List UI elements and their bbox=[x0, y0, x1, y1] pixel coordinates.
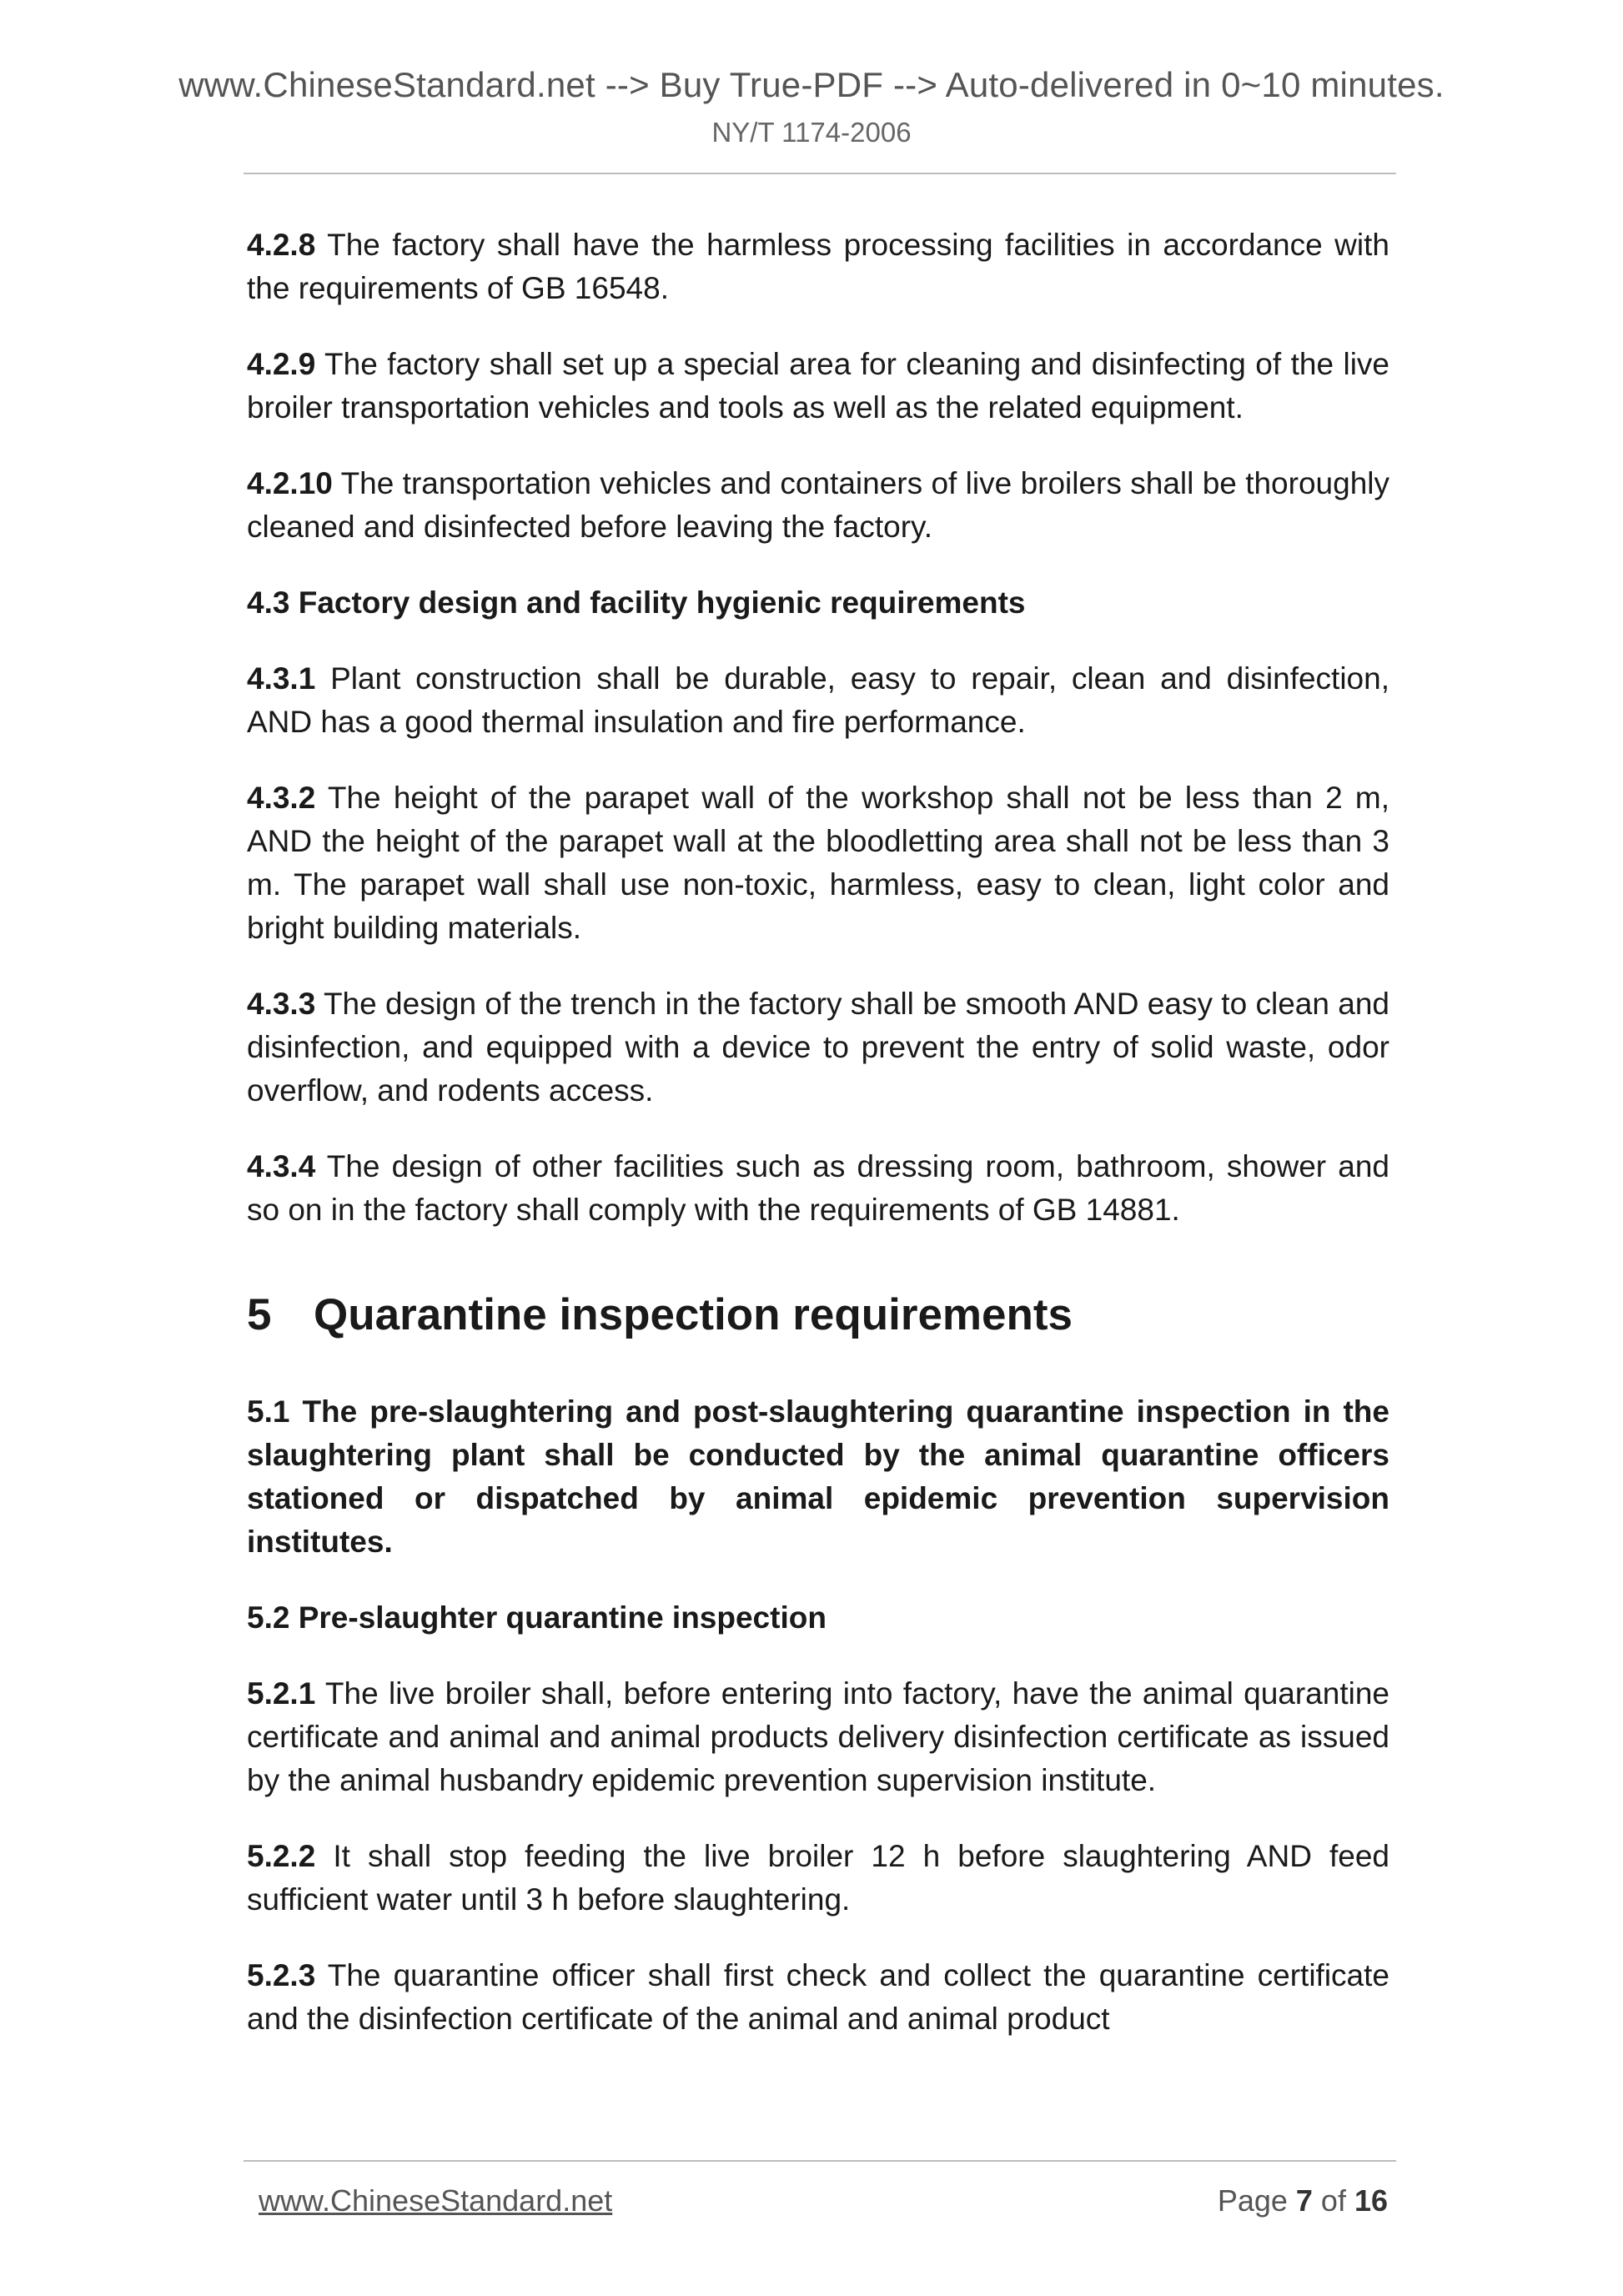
header-banner: www.ChineseStandard.net --> Buy True-PDF --> Auto-delivered in 0~10 minutes. bbox=[178, 65, 1445, 104]
clause-4-3-1 bbox=[247, 657, 1389, 744]
clause-text: The factory shall set up a special area for cleaning and disinfecting of the live broiler transportation vehicles and tools as well as the related equipment. bbox=[247, 347, 1389, 425]
clause-text: The transportation vehicles and containers of live broilers shall be thoroughly cleaned and disinfected before leaving the factory. bbox=[247, 466, 1389, 544]
section-title: Quarantine inspection requirements bbox=[314, 1290, 1073, 1339]
clause-number: 4.3.1 bbox=[247, 661, 316, 696]
clause-number: 4.2.9 bbox=[247, 347, 316, 381]
subsection-heading-4-3: 4.3 Factory design and facility hygienic requirements bbox=[247, 585, 1026, 620]
clause-5-2-3 bbox=[247, 1954, 1389, 2041]
section-number: 5 bbox=[247, 1290, 272, 1339]
clause-number: 4.2.8 bbox=[247, 228, 316, 262]
clause-5-1: 5.1 The pre-slaughtering and post-slaughtering quarantine inspection in the slaughtering plant shall be conducted by the animal quarantine officers stationed or dispatched by animal epidemic prevention supervision institutes. bbox=[247, 1394, 1389, 1559]
clause-text: The quarantine officer shall first check and collect the quarantine certificate and the disinfection certificate of the animal and animal product bbox=[247, 1958, 1389, 2036]
page-total: 16 bbox=[1354, 2183, 1388, 2218]
clause-4-3-2 bbox=[247, 776, 1389, 950]
clause-number: 4.2.10 bbox=[247, 466, 333, 500]
page-current: 7 bbox=[1295, 2183, 1313, 2218]
footer-divider bbox=[244, 2160, 1396, 2162]
clause-5-2-1 bbox=[247, 1672, 1389, 1802]
clause-number: 4.3.3 bbox=[247, 987, 316, 1021]
clause-4-3-3 bbox=[247, 982, 1389, 1113]
clause-number: 5.2.3 bbox=[247, 1958, 316, 1992]
clause-text: The factory shall have the harmless processing facilities in accordance with the requirements of GB 16548. bbox=[247, 228, 1389, 305]
clause-text: The design of other facilities such as dressing room, bathroom, shower and so on in the factory shall comply with the requirements of GB 14881. bbox=[247, 1149, 1389, 1227]
clause-5-2-2 bbox=[247, 1835, 1389, 1922]
page-of: of bbox=[1312, 2183, 1354, 2218]
clause-number: 4.3.4 bbox=[247, 1149, 316, 1183]
clause-number: 4.3.2 bbox=[247, 781, 316, 815]
clause-text: Plant construction shall be durable, easy to repair, clean and disinfection, AND has a good thermal insulation and fire performance. bbox=[247, 661, 1389, 739]
header-divider bbox=[244, 173, 1396, 174]
clause-4-2-10 bbox=[247, 462, 1389, 549]
section-heading-5 bbox=[247, 1289, 1389, 1342]
clause-4-3-4 bbox=[247, 1145, 1389, 1232]
clause-number: 5.2.1 bbox=[247, 1676, 316, 1711]
subsection-heading-5-2: 5.2 Pre-slaughter quarantine inspection bbox=[247, 1600, 827, 1635]
clause-4-2-8 bbox=[247, 224, 1389, 310]
document-number: NY/T 1174-2006 bbox=[711, 117, 912, 148]
page-prefix: Page bbox=[1217, 2183, 1296, 2218]
page-content bbox=[247, 224, 1389, 2073]
page-indicator bbox=[1218, 2183, 1388, 2218]
clause-text: The design of the trench in the factory shall be smooth AND easy to clean and disinfection, and equipped with a device to prevent the entry of solid waste, odor overflow, and rodents access. bbox=[247, 987, 1389, 1108]
clause-number: 5.2.2 bbox=[247, 1839, 316, 1873]
clause-4-2-9 bbox=[247, 343, 1389, 430]
footer-website-link[interactable]: www.ChineseStandard.net bbox=[259, 2183, 613, 2218]
clause-text: It shall stop feeding the live broiler 12 h before slaughtering AND feed sufficient water until 3 h before slaughtering. bbox=[247, 1839, 1389, 1917]
clause-text: The live broiler shall, before entering into factory, have the animal quarantine certificate and animal and animal products delivery disinfection certificate as issued by the animal husbandry epidemic prevention supervision institute. bbox=[247, 1676, 1389, 1797]
clause-text: The height of the parapet wall of the workshop shall not be less than 2 m, AND the height of the parapet wall at the bloodletting area shall not be less than 3 m. The parapet wall shall use non-toxic, harmless, easy to clean, light color and bright building materials. bbox=[247, 781, 1389, 945]
